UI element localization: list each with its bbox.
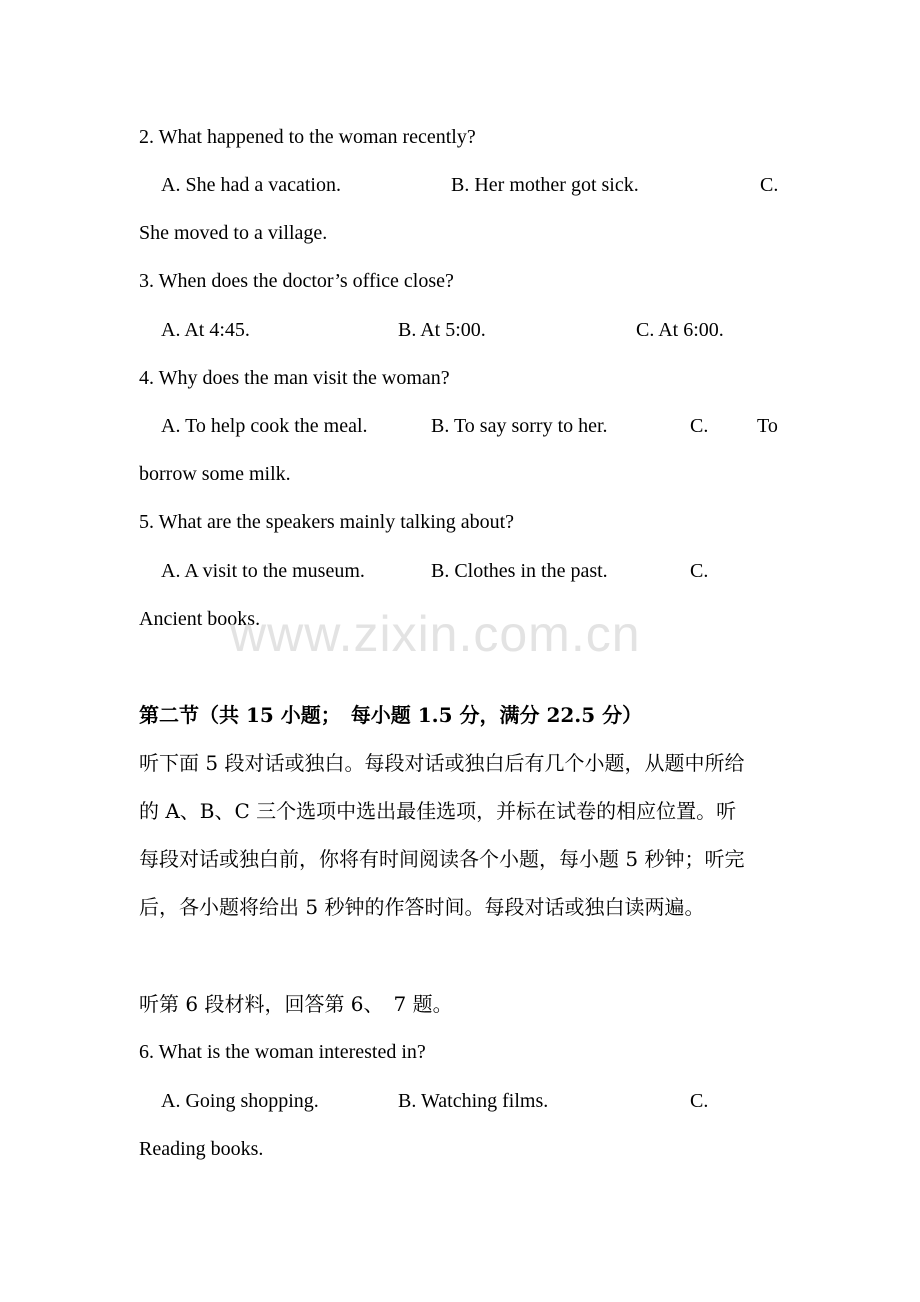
q4-stem: 4. Why does the man visit the woman? xyxy=(139,367,450,389)
q5-stem: 5. What are the speakers mainly talking about? xyxy=(139,511,515,533)
section2-instructions-line-1: 听下面 5 段对话或独白。每段对话或独白后有几个小题，从题中所给 xyxy=(139,751,745,775)
q4-option-c-label: C. xyxy=(690,415,709,437)
q5-option-c-text: Ancient books. xyxy=(139,608,261,630)
q4-option-c-word: To xyxy=(757,415,778,437)
q6-stem: 6. What is the woman interested in? xyxy=(139,1041,426,1063)
q2-option-b: B. Her mother got sick. xyxy=(451,174,639,196)
q6-option-c-text: Reading books. xyxy=(139,1138,264,1160)
q5-option-c-label: C. xyxy=(690,560,709,582)
q4-option-c-text: borrow some milk. xyxy=(139,463,291,485)
section2-heading: 第二节（共 15 小题； 每小题 1.5 分，满分 22.5 分） xyxy=(139,703,643,727)
q2-stem: 2. What happened to the woman recently? xyxy=(139,126,476,148)
q3-stem: 3. When does the doctor’s office close? xyxy=(139,270,454,292)
q5-option-b: B. Clothes in the past. xyxy=(431,560,608,582)
q6-option-c-label: C. xyxy=(690,1090,709,1112)
q2-option-c-text: She moved to a village. xyxy=(139,222,328,244)
section2-instructions-line-4: 后，各小题将给出 5 秒钟的作答时间。每段对话或独白读两遍。 xyxy=(139,895,705,919)
q3-option-b: B. At 5:00. xyxy=(398,319,486,341)
section2-instructions-line-2: 的 A、B、C 三个选项中选出最佳选项，并标在试卷的相应位置。听 xyxy=(139,799,737,823)
material-6-intro: 听第 6 段材料，回答第 6、 7 题。 xyxy=(139,992,453,1016)
q6-option-a: A. Going shopping. xyxy=(161,1090,319,1112)
q4-option-a: A. To help cook the meal. xyxy=(161,415,368,437)
q2-option-c-label: C. xyxy=(760,174,779,196)
q6-option-b: B. Watching films. xyxy=(398,1090,549,1112)
q3-option-a: A. At 4:45. xyxy=(161,319,250,341)
watermark: www.zixin.com.cn xyxy=(230,606,641,662)
q2-option-a: A. She had a vacation. xyxy=(161,174,341,196)
q3-option-c: C. At 6:00. xyxy=(636,319,724,341)
q4-option-b: B. To say sorry to her. xyxy=(431,415,608,437)
section2-instructions-line-3: 每段对话或独白前，你将有时间阅读各个小题，每小题 5 秒钟；听完 xyxy=(139,847,745,871)
q5-option-a: A. A visit to the museum. xyxy=(161,560,365,582)
